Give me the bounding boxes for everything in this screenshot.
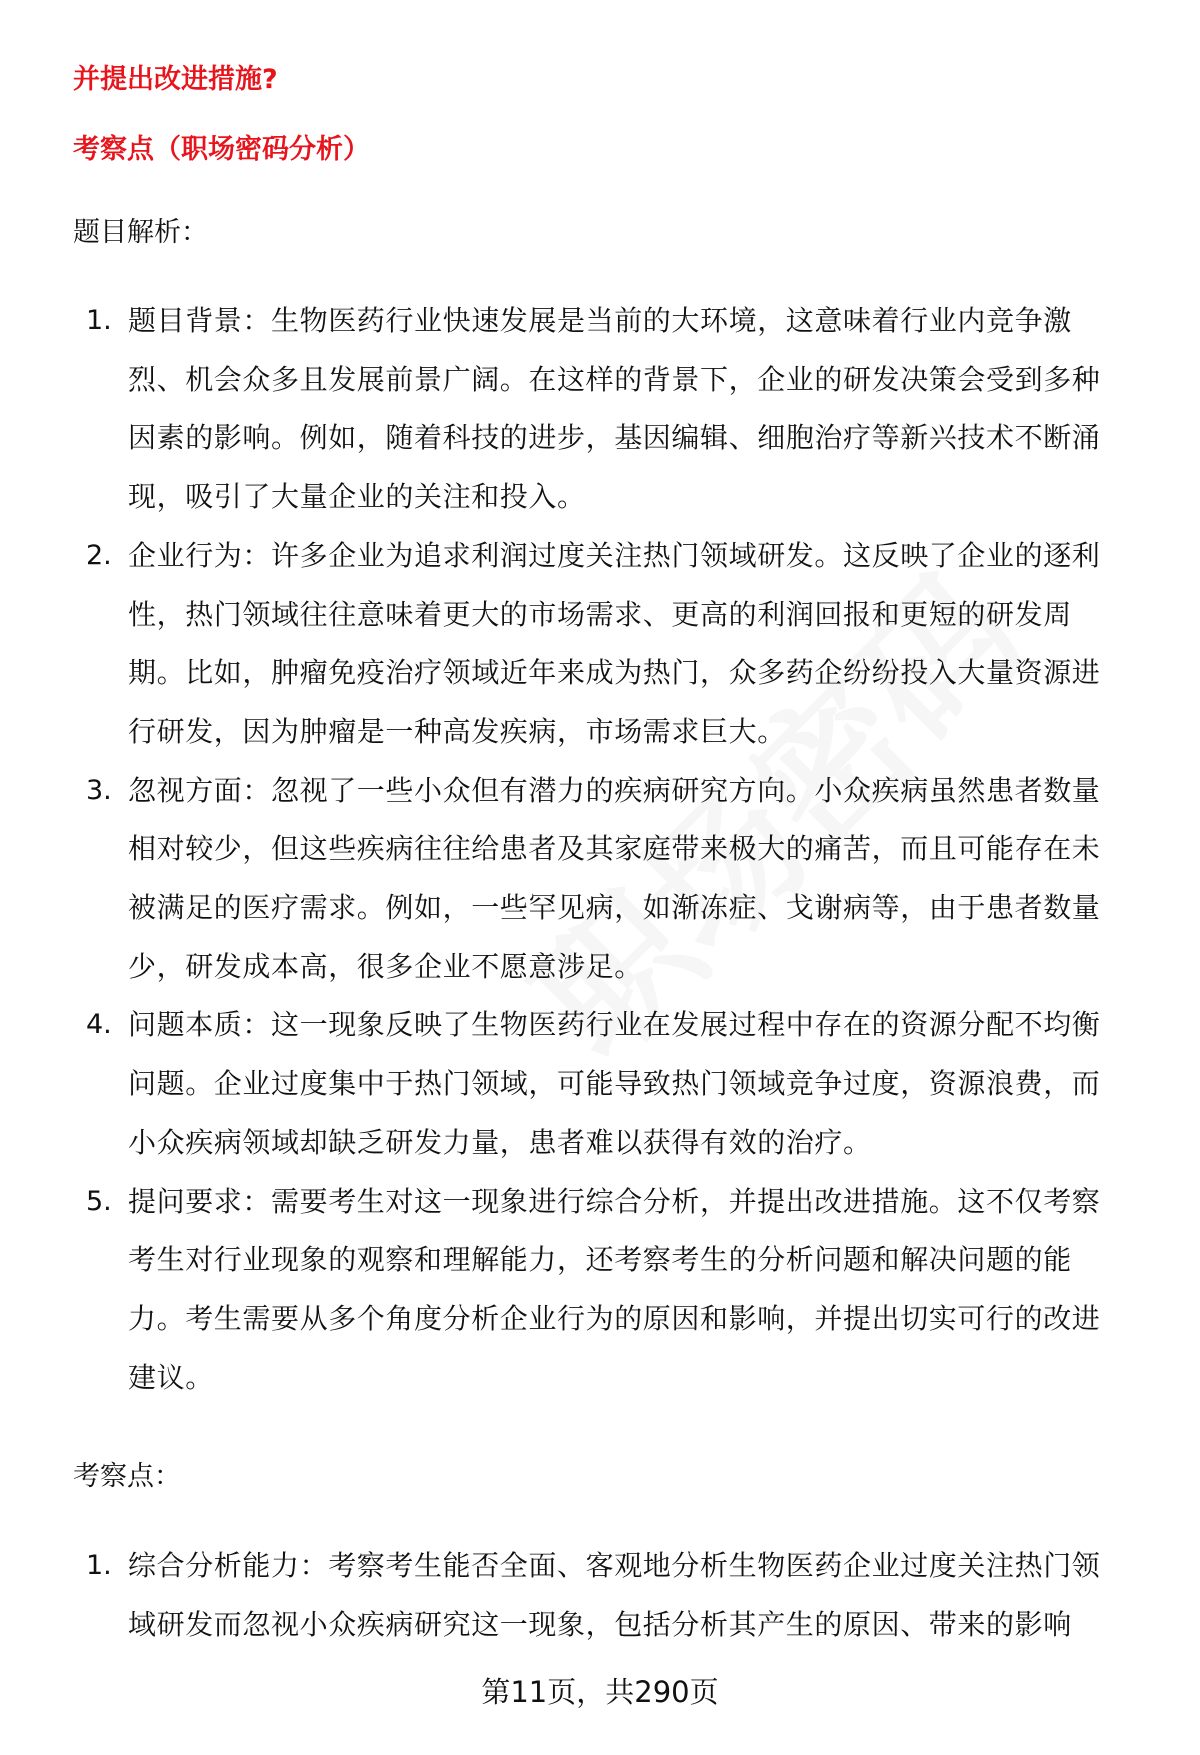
list-item [0,527,1200,762]
analysis-list [0,292,1200,1407]
list-item-text: 少，研发成本高，很多企业不愿意涉足。 [128,949,643,983]
list-number: 2. [86,539,112,571]
question-heading: 并提出改进措施? [73,64,278,95]
list-item-text: 小众疾病领域却缺乏研发力量，患者难以获得有效的治疗。 [128,1125,872,1159]
list-item [0,1173,1200,1408]
list-number: 1. [86,1550,112,1581]
list-item-text: 问题。企业过度集中于热门领域，可能导致热门领域竞争过度，资源浪费，而 [128,1067,1101,1101]
list-item-text: 题目背景：生物医药行业快速发展是当前的大环境，这意味着行业内竞争激 [128,304,1072,337]
list-item-text: 问题本质：这一现象反映了生物医药行业在发展过程中存在的资源分配不均衡 [128,1008,1101,1042]
list-item-text: 期。比如，肿瘤免疫治疗领域近年来成为热门，众多药企纷纷投入大量资源进 [128,656,1101,690]
list-item-text: 烈、机会众多且发展前景广阔。在这样的背景下，企业的研发决策会受到多种 [128,362,1101,396]
list-number: 5. [86,1185,112,1217]
list-number: 3. [86,774,112,806]
list-item-text: 现，吸引了大量企业的关注和投入。 [128,480,586,514]
list-item-text: 域研发而忽视小众疾病研究这一现象，包括分析其产生的原因、带来的影响 [128,1607,1072,1641]
list-item [0,996,1200,1172]
page-footer: 第11页，共290页 [481,1675,719,1709]
list-item-text: 被满足的医疗需求。例如，一些罕见病，如渐冻症、戈谢病等，由于患者数量 [128,891,1101,925]
list-item-text: 因素的影响。例如，随着科技的进步，基因编辑、细胞治疗等新兴技术不断涌 [128,421,1101,455]
list-item-text: 提问要求：需要考生对这一现象进行综合分析，并提出改进措施。这不仅考察 [128,1184,1101,1218]
list-item [0,1537,1200,1654]
list-item-text: 企业行为：许多企业为追求利润过度关注热门领域研发。这反映了企业的逐利 [128,538,1101,572]
list-item-text: 综合分析能力：考察考生能否全面、客观地分析生物医药企业过度关注热门领 [128,1549,1101,1582]
section-heading: 考察点（职场密码分析） [73,134,370,165]
analysis-label: 题目解析： [73,217,208,248]
list-item [0,762,1200,997]
list-item-text: 忽视方面：忽视了一些小众但有潜力的疾病研究方向。小众疾病虽然患者数量 [128,773,1101,807]
list-item-text: 考生对行业现象的观察和理解能力，还考察考生的分析问题和解决问题的能 [128,1243,1072,1277]
list-item-text: 相对较少，但这些疾病往往给患者及其家庭带来极大的痛苦，而且可能存在未 [128,832,1101,866]
list-item-text: 性，热门领域往往意味着更大的市场需求、更高的利润回报和更短的研发周 [128,597,1072,631]
points-list [0,1537,1200,1654]
list-item-text: 行研发，因为肿瘤是一种高发疾病，市场需求巨大。 [128,714,786,748]
list-number: 1. [86,305,112,336]
list-number: 4. [86,1009,112,1041]
list-item [0,292,1200,527]
points-label: 考察点： [73,1461,181,1492]
list-item-text: 力。考生需要从多个角度分析企业行为的原因和影响，并提出切实可行的改进 [128,1301,1101,1335]
list-item-text: 建议。 [128,1360,214,1394]
